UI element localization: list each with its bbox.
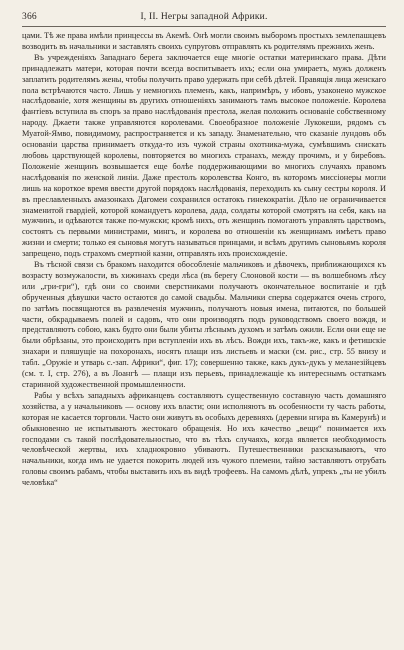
book-page <box>22 10 386 642</box>
paragraph-continued: цами. Тѣ же права имѣли принцессы въ Акемѣ. Онѣ могли своимъ выборомъ простыхъ землепашцевъ возводить въ начальники и заставлять своихъ супруговъ отправлять къ родителямъ прежнихъ женъ. <box>22 31 386 51</box>
running-head: I, II. Негры западной Африки. <box>140 12 268 22</box>
body-text <box>22 31 386 489</box>
paragraph-initiation: Въ тѣсной связи съ бракомъ находится обособленіе мальчиковъ и дѣвочекъ, приближающихся къ возрасту возмужалости, въ хижинахъ среди лѣса (въ берегу Слоновой кости — въ волшебномъ лѣсу или „гри-гри“), гдѣ они со своими сверстниками получаютъ окончательное воспитаніе и гдѣ обрученныя дѣвушки часто остаются до самой свадьбы. Мальчики сперва содержатся очень строго, по затѣмъ посвящаются въ развлеченія мужчинъ, получаютъ новыя имена, питаются, по большей части, обкрадываемъ полей и садовъ, что они производятъ подъ руководствомъ своего вождя, и представляютъ собою, какъ будто они были убиты лѣснымъ духомъ и затѣмъ ожили. Если они еще не были обрѣзаны, это происходитъ при вступленіи ихъ въ лѣсъ. Вожди ихъ, такъ-же, какъ и фетишскіе знахари и пляшущіе на похоронахъ, носятъ плащи изъ листьевъ и маски (см. рис., стр. 55 внизу и табл. „Оружіе и утварь с.-зап. Африки“, фиг. 17); совершенно также, какъ дукъ-дукъ у меланезійцевъ (см. т. I, стр. 276), а въ Лоангѣ — плащи изъ перьевъ, принадлежащіе къ интереснымъ остаткамъ старинной художественной промышленности. <box>22 260 386 389</box>
paragraph-maternal-law: Въ учрежденіяхъ Западнаго берега заключается еще многіе остатки материнскаго права. Дѣти принадлежатъ матери, которая почти всегда воспитываетъ ихъ; если она умираетъ, мужъ долженъ заплатить родителямъ жены, чтобы получить право удержать при себѣ дѣтей. Правящія лица женскаго пола встрѣчаются часто. Лишь у немногихъ племенъ, какъ, напримѣръ, у ибовъ, узаконено мужское наслѣдованіе, хотя женщины въ другихъ отношеніяхъ занимаютъ тамъ высокое положеніе. Королева фантіевъ вступила въ споръ за право наслѣдованія престола, желая положить основаніе собственному народу. Джаети также управляются королевами. Своеобразное положеніе Лукокеши, рядомъ съ Муатой-Ямво, повидимому, распространяется и къ западу. Знаменательно, что сказаніе лундовъ объ основаніи царства принимаетъ откуда-то изъ чужой страны охотника-мужа, сумѣвшимъ снискать любовь царствующей королевы, повторяется во многихъ странахъ, между прочимъ, и у биребовъ. Положеніе женщинъ возвышается еще болѣе поддерживающими во многихъ случаяхъ правомъ наслѣдованія по женской линіи. Даже престолъ королевства Конго, въ которомъ миссіонеры могли лишь на короткое время ввести другой порядокъ наслѣдованія, переходилъ къ сыну сестры короля. И въ преславленныхъ амазонкахъ Дагомеи сохранился остатокъ гинекократіи. Дѣло не ограничивается знаменитой гвардіей, которой командуетъ королева, дада, солдаты которой смотрятъ на себя, какъ на мужчинъ, и одѣваются также по-мужски; кромѣ нихъ, отъ женщинъ помогаютъ управлять царствомъ, состоятъ съ первыми министрами, мингъ, и королева во отношеніи къ женщинамъ имѣетъ право жизни и смерти; только ея сыновья могутъ называться принцами, и всѣмъ другимъ сыновьямъ короля запрещено, подъ страхомъ смертной казни, отправлять ихъ происхожденіе. <box>22 52 386 259</box>
page-header <box>22 10 386 24</box>
paragraph-slaves: Рабы у всѣхъ западныхъ африканцевъ составляютъ существенную составную часть домашняго хозяйства, а у начальниковъ — основу ихъ власти; они исполняютъ въ особенности ту часть работы, которая не касается торговли. Часто они живутъ въ особыхъ деревняхъ (деревни нгира въ Камерунѣ) и обыкновенно не испытываютъ жестокаго обращенія. Но ихъ качество „вещи“ понимается ихъ господами съ такой послѣдовательностью, что въ тѣхъ случаяхъ, когда является необходимость человѣческой жертвы, ихъ хладнокровно убиваютъ. Путешественники разсказываютъ, что начальники, когда имъ не удается покорить людей изъ чужого племени, тайно заставляютъ отрубать головы своимъ рабамъ, чтобы выставить ихъ въ видѣ трофеевъ. На самомъ дѣлѣ, упрекъ „ты не убилъ человѣка“ <box>22 390 386 488</box>
page-number: 366 <box>22 12 37 22</box>
header-rule <box>22 26 386 27</box>
